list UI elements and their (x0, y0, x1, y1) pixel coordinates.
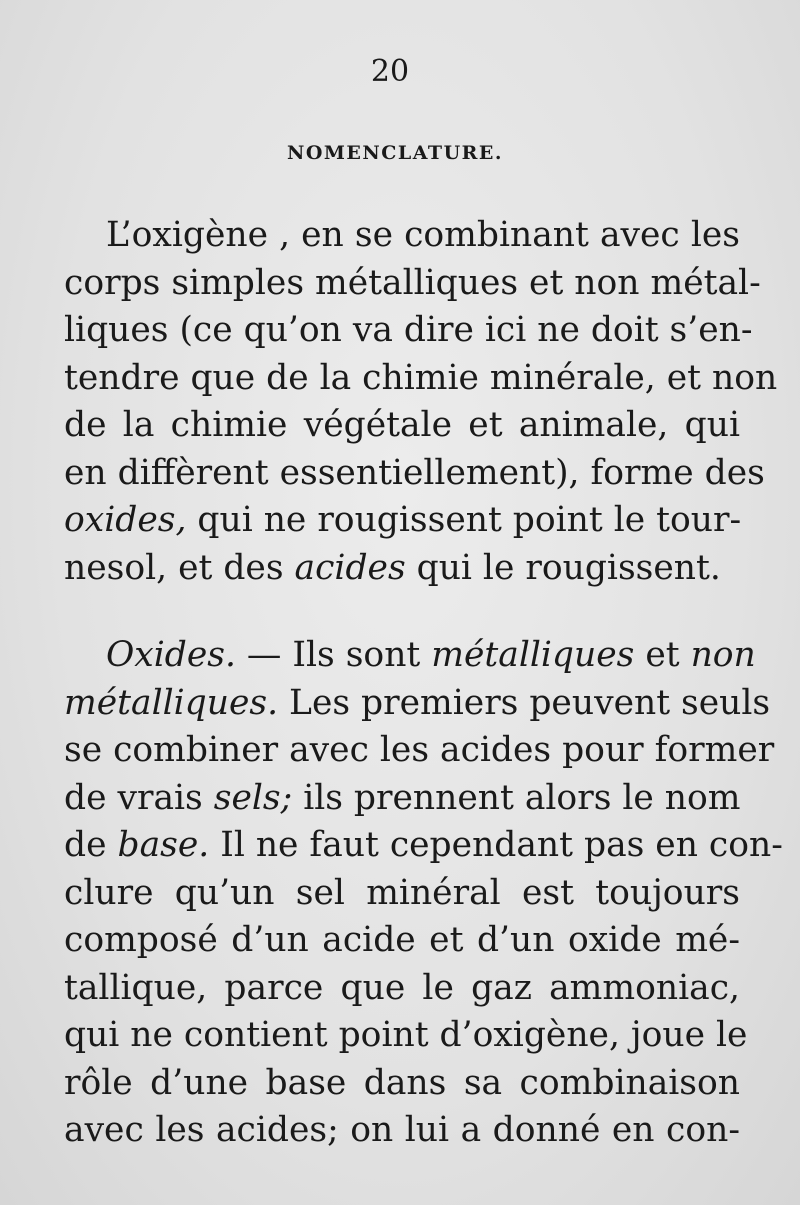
text-line (64, 632, 756, 680)
section-title: NOMENCLATURE. (286, 142, 504, 164)
text-line (64, 822, 783, 870)
line-text: Les premiers peuvent seuls (289, 682, 771, 723)
text-line: en diffèrent essentiellement), forme des (64, 452, 765, 493)
line-text: qui le rougissent. (416, 547, 721, 588)
italic-term: base. (117, 825, 210, 865)
text-line (64, 680, 771, 728)
line-text: — Ils sont (246, 635, 421, 675)
italic-term: sels; (213, 777, 293, 818)
italic-term: non (690, 635, 756, 675)
italic-term: oxides, (64, 500, 187, 540)
text-line: composé d’un acide et d’un oxide mé- (64, 920, 740, 960)
line-text: nesol, et des (64, 547, 284, 588)
text-line: qui ne contient point d’oxigène, joue le (64, 1015, 748, 1055)
text-line: tallique, parce que le gaz ammoniac, (64, 967, 740, 1008)
line-text: et (645, 635, 680, 675)
paragraph-oxides (64, 632, 783, 1155)
text-line (64, 497, 740, 545)
paragraph-oxygen (64, 212, 778, 592)
text-line: clure qu’un sel minéral est toujours (64, 872, 740, 913)
text-line (64, 775, 740, 823)
page-number: 20 (370, 54, 410, 89)
text-line: L’oxigène , en se combinant avec les (106, 215, 740, 255)
italic-term: acides (294, 547, 406, 588)
text-line: de la chimie végétale et animale, qui (64, 405, 740, 445)
italic-term: Oxides. (106, 635, 236, 675)
line-text: de (64, 825, 107, 865)
text-line: avec les acides; on lui a donné en con- (64, 1110, 740, 1150)
line-text: qui ne rougissent point le tour- (197, 500, 742, 540)
line-text: ils prennent alors le nom (303, 777, 741, 818)
italic-term: métalliques (431, 635, 635, 675)
text-line: liques (ce qu’on va dire ici ne doit s’en- (64, 310, 753, 350)
line-text: Il ne faut cependant pas en con- (220, 825, 783, 865)
text-line: tendre que de la chimie minérale, et non (64, 357, 778, 398)
text-line: se combiner avec les acides pour former (64, 730, 775, 770)
text-line: corps simples métalliques et non métal- (64, 262, 761, 303)
italic-term: métalliques. (64, 682, 279, 723)
text-line (64, 545, 740, 593)
line-text: de vrais (64, 777, 203, 818)
text-line: rôle d’une base dans sa combinaison (64, 1062, 740, 1103)
